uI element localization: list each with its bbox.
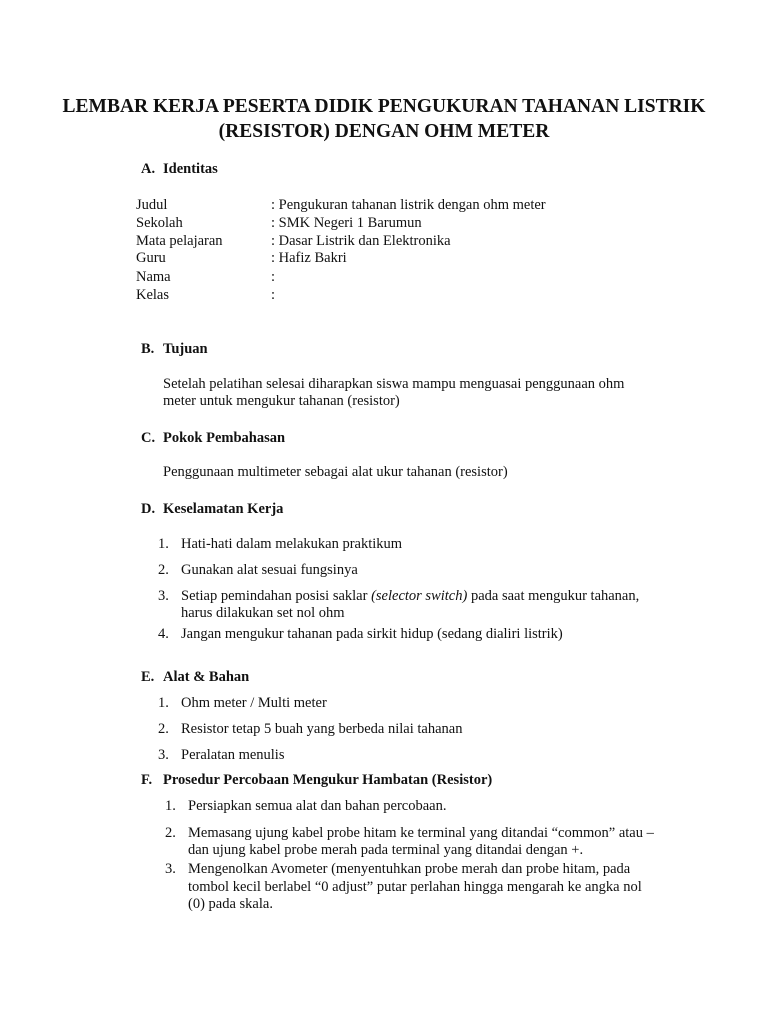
list-text: Jangan mengukur tahanan pada sirkit hidup (sedang dialiri listrik) xyxy=(181,626,563,642)
section-b-letter: B. xyxy=(141,341,155,357)
list-text-line-3: (0) pada skala. xyxy=(188,896,273,912)
list-number: 4. xyxy=(158,626,169,642)
identitas-label: Guru xyxy=(136,250,166,266)
section-a-letter: A. xyxy=(141,161,156,177)
list-text-part: Setiap pemindahan posisi saklar xyxy=(181,588,372,604)
section-b-heading xyxy=(141,340,208,358)
list-number: 2. xyxy=(158,721,169,737)
identitas-label: Judul xyxy=(136,197,168,213)
list-number: 2. xyxy=(158,562,169,578)
section-e-letter: E. xyxy=(141,669,155,685)
section-e-title: Alat & Bahan xyxy=(163,669,250,685)
section-d-title: Keselamatan Kerja xyxy=(163,501,284,517)
list-text-line-2: harus dilakukan set nol ohm xyxy=(181,605,345,621)
list-text xyxy=(181,587,673,605)
list-text-part: pada saat mengukur tahanan, xyxy=(467,588,640,604)
list-number: 1. xyxy=(158,695,169,711)
identitas-value: : SMK Negeri 1 Barumun xyxy=(271,215,422,231)
section-f-heading xyxy=(141,771,492,789)
identitas-value: : xyxy=(271,287,276,303)
list-item xyxy=(158,746,673,764)
identitas-value: : Pengukuran tahanan listrik dengan ohm meter xyxy=(271,197,546,213)
list-text-line-1: Memasang ujung kabel probe hitam ke terminal yang ditandai “common” atau – xyxy=(188,825,654,841)
list-text: Hati-hati dalam melakukan praktikum xyxy=(181,536,403,552)
list-text: Peralatan menulis xyxy=(181,747,285,763)
identitas-label: Mata pelajaran xyxy=(136,233,223,249)
section-c-title: Pokok Pembahasan xyxy=(163,430,286,446)
list-number: 1. xyxy=(165,798,176,814)
tujuan-line-2: meter untuk mengukur tahanan (resistor) xyxy=(163,393,400,409)
list-number: 3. xyxy=(158,747,169,763)
identitas-label: Nama xyxy=(136,269,171,285)
identitas-row-nama xyxy=(136,268,696,286)
identitas-row-judul xyxy=(136,196,696,214)
document-title: LEMBAR KERJA PESERTA DIDIK PENGUKURAN TAHANAN LISTRIK (RESISTOR) DENGAN OHM METER xyxy=(62,96,706,142)
identitas-row-mapel xyxy=(136,232,696,250)
list-number: 3. xyxy=(158,588,169,604)
identitas-row-kelas xyxy=(136,286,696,304)
list-item xyxy=(158,561,673,579)
section-c-letter: C. xyxy=(141,430,156,446)
section-f-letter: F. xyxy=(141,772,153,788)
identitas-label: Kelas xyxy=(136,287,170,303)
tujuan-line-1: Setelah pelatihan selesai diharapkan siswa mampu menguasai penggunaan ohm xyxy=(163,376,625,392)
list-item xyxy=(158,625,673,643)
list-number: 1. xyxy=(158,536,169,552)
section-d-letter: D. xyxy=(141,501,156,517)
section-e-heading xyxy=(141,668,249,686)
identitas-value: : Dasar Listrik dan Elektronika xyxy=(271,233,451,249)
list-text-italic: (selector switch) xyxy=(371,588,468,604)
list-item xyxy=(165,797,673,815)
list-text-line-2: tombol kecil berlabel “0 adjust” putar perlahan hingga mengarah ke angka nol xyxy=(188,879,642,895)
section-c-heading xyxy=(141,429,285,447)
list-item xyxy=(158,535,673,553)
list-text: Ohm meter / Multi meter xyxy=(181,695,327,711)
identitas-value: : xyxy=(271,269,276,285)
identitas-row-guru xyxy=(136,249,696,267)
list-item xyxy=(158,587,673,623)
list-number: 3. xyxy=(165,861,176,877)
identitas-value: : Hafiz Bakri xyxy=(271,250,347,266)
list-number: 2. xyxy=(165,825,176,841)
list-item xyxy=(165,860,673,914)
list-item xyxy=(158,694,673,712)
section-b-title: Tujuan xyxy=(163,341,208,357)
identitas-row-sekolah xyxy=(136,214,696,232)
list-text: Gunakan alat sesuai fungsinya xyxy=(181,562,358,578)
section-f-title: Prosedur Percobaan Mengukur Hambatan (Resistor) xyxy=(163,772,493,788)
section-a-heading xyxy=(141,160,218,178)
list-text-line-2: dan ujung kabel probe merah pada terminal yang ditandai dengan +. xyxy=(188,842,584,858)
list-item xyxy=(158,720,673,738)
list-text: Resistor tetap 5 buah yang berbeda nilai tahanan xyxy=(181,721,463,737)
section-a-title: Identitas xyxy=(163,161,218,177)
identitas-label: Sekolah xyxy=(136,215,183,231)
section-d-heading xyxy=(141,500,283,518)
list-text: Persiapkan semua alat dan bahan percobaan. xyxy=(188,798,447,814)
list-item xyxy=(165,824,673,860)
pokok-text: Penggunaan multimeter sebagai alat ukur tahanan (resistor) xyxy=(163,464,508,480)
list-text-line-1: Mengenolkan Avometer (menyentuhkan probe merah dan probe hitam, pada xyxy=(188,861,631,877)
